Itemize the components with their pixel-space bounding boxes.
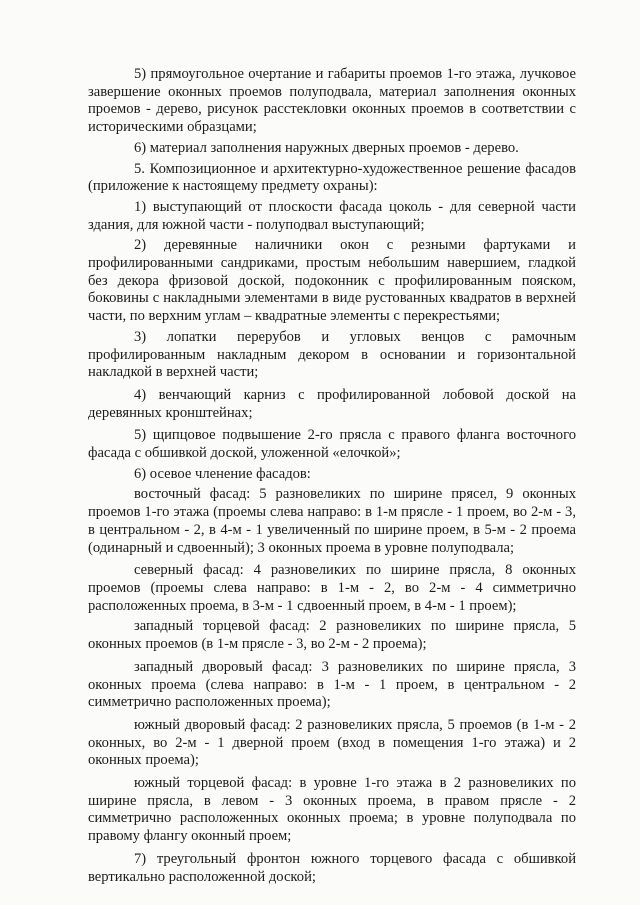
paragraph-door-material: 6) материал заполнения наружных дверных проемов - дерево. xyxy=(134,139,519,156)
paragraph-south-end-facade: южный торцевой фасад: в уровне 1-го этажа в 2 разновеликих по ширине прясла, в левом - 3 оконных проема, в правом прясле - 2 симметрично расположенных оконных проема; в уровне полуподвала по правому флангу оконный проем; xyxy=(88,775,576,845)
paragraph-opening-shape: 5) прямоугольное очертание и габариты проемов 1-го этажа, лучковое завершение оконных проемов полуподвала, материал заполнения оконных проемов - дерево, рисунок расстекловки оконных проемов в соответствии с историческими образцами; xyxy=(88,66,576,136)
paragraph-item-5-gable: 5) щипцовое подвышение 2-го прясла с правого фланга восточного фасада с обшивкой доской, уложенной «елочкой»; xyxy=(88,427,576,462)
paragraph-item-4-cornice: 4) венчающий карниз с профилированной лобовой доской на деревянных кронштейнах; xyxy=(88,386,576,421)
paragraph-item-7-pediment: 7) треугольный фронтон южного торцевого фасада с обшивкой вертикально расположенной доской; xyxy=(88,850,576,885)
paragraph-west-end-facade: западный торцевой фасад: 2 разновеликих по ширине прясла, 5 оконных проемов (в 1-м прясле - 3, во 2-м - 2 проема); xyxy=(88,618,576,653)
paragraph-south-courtyard-facade: южный дворовый фасад: 2 разновеликих прясла, 5 проемов (в 1-м - 2 оконных, во 2-м - 1 дверной проем (вход в помещения 1-го этажа) и 2 оконных проема); xyxy=(88,716,576,769)
paragraph-item-2-window-trims: 2) деревянные наличники окон с резными фартуками и профилированными сандриками, простым небольшим навершием, гладкой без декора фризовой доской, подоконник с профилированным пояском, боковины с накладными элементами в виде рустованных квадратов в верхней части, по верхним углам – квадратные элементы с перекрестьями; xyxy=(88,237,576,325)
paragraph-item-1-plinth: 1) выступающий от плоскости фасада цоколь - для северной части здания, для южной части - полуподвал выступающий; xyxy=(88,198,576,233)
paragraph-item-3-pilasters: 3) лопатки перерубов и угловых венцов с рамочным профилированным накладным декором в основании и горизонтальной накладкой в верхней части; xyxy=(88,328,576,381)
document-body xyxy=(88,66,576,886)
paragraph-section-5-heading: 5. Композиционное и архитектурно-художественное решение фасадов (приложение к настоящему предмету охраны): xyxy=(88,160,576,195)
paragraph-north-facade: северный фасад: 4 разновеликих по ширине прясла, 8 оконных проемов (проемы слева направо: в 1-м - 2, во 2-м - 4 симметрично расположенных проема, в 3-м - 1 сдвоенный проем, в 4-м - 1 проем); xyxy=(88,562,576,614)
paragraph-east-facade: восточный фасад: 5 разновеликих по ширине прясел, 9 оконных проемов 1-го этажа (проемы слева направо: в 1-м прясле - 1 проем, во 2-м - 3, в центральном - 2, в 4-м - 1 увеличенный по ширине проем, в 5-м - 2 проема (одинарный и сдвоенный); 3 оконных проема в уровне полуподвала; xyxy=(88,486,576,556)
paragraph-west-courtyard-facade: западный дворовый фасад: 3 разновеликих по ширине прясла, 3 оконных проема (слева направо: в 1-м - 1 проем, в центральном - 2 симметрично расположенных проема); xyxy=(88,658,576,711)
paragraph-item-6-axial-division: 6) осевое членение фасадов: xyxy=(134,465,311,482)
